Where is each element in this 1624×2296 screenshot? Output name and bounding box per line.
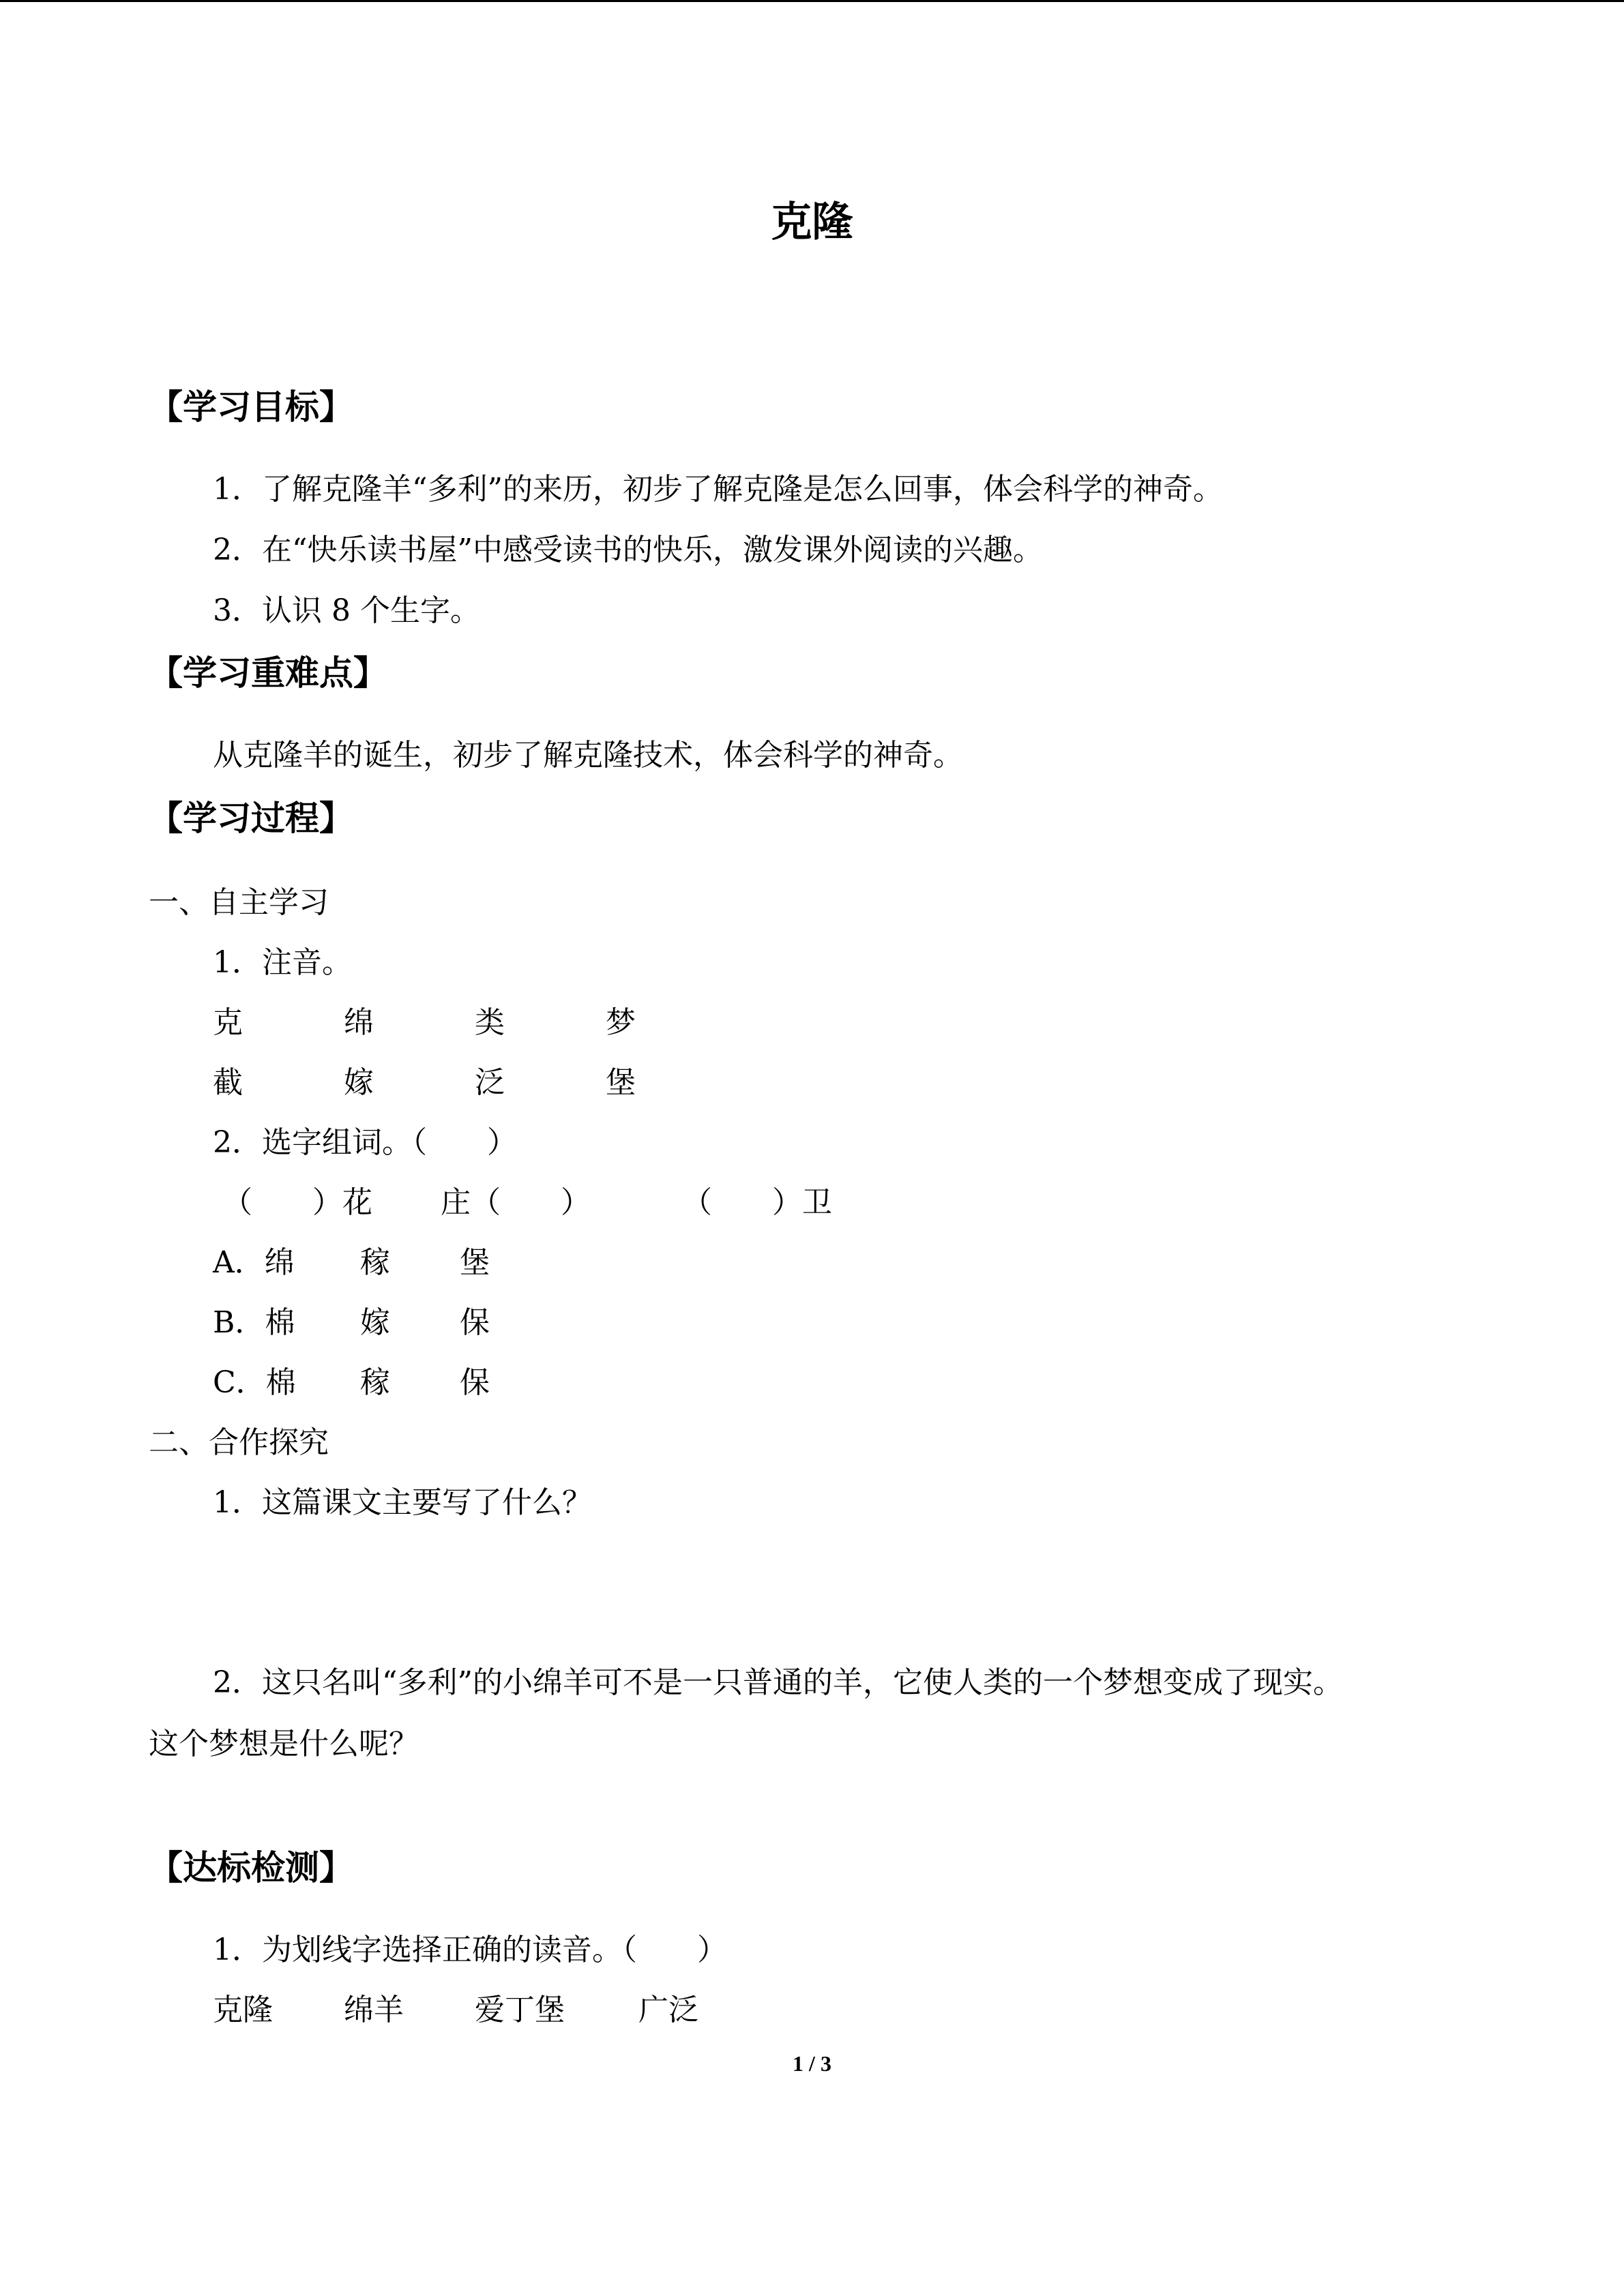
part2-title: 二、合作探究 [149,1425,329,1460]
option-char: 堡 [460,1245,490,1280]
process-heading: 【学习过程】 [149,799,353,838]
part2-question-1: 1．这篇课文主要写了什么？ [213,1485,592,1520]
option-char: 保 [460,1305,490,1340]
option-a-label: A．绵 [213,1245,295,1280]
blank-word: （ ）卫 [682,1185,832,1220]
pinyin-char: 绵 [344,1005,374,1040]
part1-question-1: 1．注音。 [213,945,352,980]
test-word: 爱丁堡 [475,1993,565,2027]
pinyin-char: 嫁 [344,1065,374,1100]
test-word: 克隆 [213,1993,273,2027]
test-word: 广泛 [638,1993,698,2027]
blank-word: （ ）花 [222,1185,372,1220]
option-char: 稼 [360,1365,390,1400]
pinyin-char: 堡 [606,1065,636,1100]
objectives-heading: 【学习目标】 [149,387,353,427]
test-heading: 【达标检测】 [149,1848,353,1888]
page-number: 1 / 3 [793,2051,831,2076]
part2-question-2-line-2: 这个梦想是什么呢？ [149,1727,419,1761]
blank-word: 庄（ ） [441,1185,591,1220]
page-title: 克隆 [771,198,853,246]
test-word: 绵羊 [344,1993,404,2027]
part2-question-2-line-1: 2．这只名叫“多利”的小绵羊可不是一只普通的羊，它使人类的一个梦想变成了现实。 [213,1665,1343,1700]
objective-item-2: 2．在“快乐读书屋”中感受读书的快乐，激发课外阅读的兴趣。 [213,533,1043,567]
pinyin-char: 泛 [475,1065,505,1100]
option-char: 保 [460,1365,490,1400]
option-char: 嫁 [360,1305,390,1340]
key-points-heading: 【学习重难点】 [149,653,387,693]
pinyin-char: 克 [213,1005,243,1040]
pinyin-char: 截 [213,1065,243,1100]
objective-item-3: 3．认识 8 个生字。 [213,593,480,628]
pinyin-char: 类 [475,1005,505,1040]
part1-title: 一、自主学习 [149,885,329,920]
option-c-label: C．棉 [213,1365,296,1400]
objective-item-1: 1．了解克隆羊“多利”的来历，初步了解克隆是怎么回事，体会科学的神奇。 [213,472,1223,507]
part1-question-2: 2．选字组词。（ ） [213,1125,517,1160]
key-points-text: 从克隆羊的诞生，初步了解克隆技术，体会科学的神奇。 [213,738,963,773]
pinyin-char: 梦 [606,1005,636,1040]
option-b-label: B．棉 [213,1305,295,1340]
option-char: 稼 [360,1245,390,1280]
test-question-1: 1．为划线字选择正确的读音。（ ） [213,1933,727,1967]
